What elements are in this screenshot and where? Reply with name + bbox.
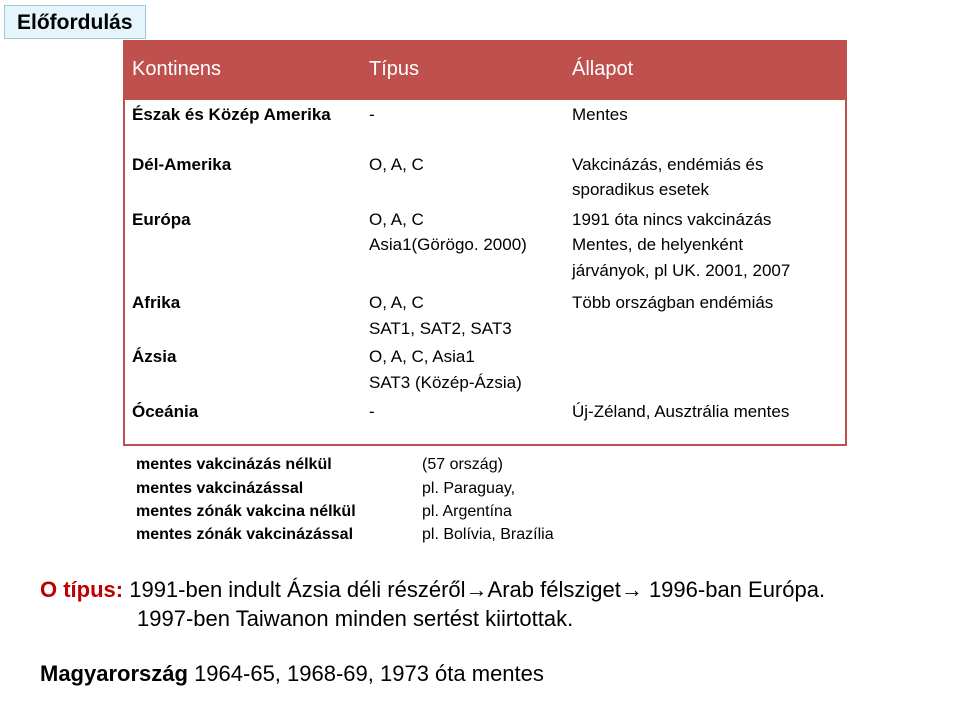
note-label: mentes vakcinázással	[136, 480, 304, 497]
header-status: Állapot	[572, 58, 634, 80]
o-type-line1	[40, 575, 825, 604]
row-type: SAT3 (Közép-Ázsia)	[369, 373, 522, 392]
row-status: Vakcinázás, endémiás és	[572, 155, 764, 174]
o-type-label: O típus:	[40, 577, 124, 602]
row-status: járványok, pl UK. 2001, 2007	[572, 261, 791, 280]
row-type: SAT1, SAT2, SAT3	[369, 319, 512, 338]
row-type: O, A, C, Asia1	[369, 347, 475, 366]
row-continent: Dél-Amerika	[132, 155, 232, 174]
row-type: O, A, C	[369, 293, 424, 312]
row-continent: Ázsia	[132, 347, 177, 366]
header-type: Típus	[369, 58, 420, 80]
o-type-text: Arab félsziget	[487, 577, 621, 602]
row-status: Mentes	[572, 105, 628, 124]
arrow-icon: →	[620, 577, 643, 602]
note-label: mentes zónák vakcina nélkül	[136, 503, 356, 520]
note-label: mentes zónák vakcinázással	[136, 526, 354, 543]
row-status: Új-Zéland, Ausztrália mentes	[572, 402, 790, 421]
row-status: Mentes, de helyenként	[572, 235, 744, 254]
row-continent: Észak és Közép Amerika	[132, 105, 331, 124]
note-value: (57 ország)	[422, 456, 503, 473]
hungary-line	[40, 661, 544, 687]
note-value: pl. Bolívia, Brazília	[422, 526, 554, 543]
note-label: mentes vakcinázás nélkül	[136, 456, 332, 473]
header-continent: Kontinens	[132, 58, 221, 80]
row-type: -	[369, 105, 375, 124]
note-value: pl. Paraguay,	[422, 480, 516, 497]
row-type: O, A, C	[369, 210, 424, 229]
occurrence-table	[123, 40, 847, 446]
row-continent: Európa	[132, 210, 191, 229]
row-status: 1991 óta nincs vakcinázás	[572, 210, 772, 229]
row-status: Több országban endémiás	[572, 293, 774, 312]
row-type: O, A, C	[369, 155, 424, 174]
row-type: -	[369, 402, 375, 421]
o-type-text: 1996-ban Európa.	[642, 577, 826, 602]
row-status: sporadikus esetek	[572, 180, 710, 199]
table-header	[125, 42, 845, 100]
row-continent: Afrika	[132, 293, 181, 312]
row-continent: Óceánia	[132, 402, 199, 421]
note-value: pl. Argentína	[422, 503, 512, 520]
page-title: Előfordulás	[4, 5, 146, 39]
o-type-line2: 1997-ben Taiwanon minden sertést kiirtottak.	[137, 606, 574, 631]
hungary-text: 1964-65, 1968-69, 1973 óta mentes	[187, 661, 544, 686]
row-type: Asia1(Görögo. 2000)	[369, 235, 527, 254]
o-type-paragraph	[40, 575, 825, 633]
o-type-text: 1991-ben indult Ázsia déli részéről	[123, 577, 466, 602]
hungary-label: Magyarország	[40, 661, 188, 686]
arrow-icon: →	[465, 577, 488, 602]
